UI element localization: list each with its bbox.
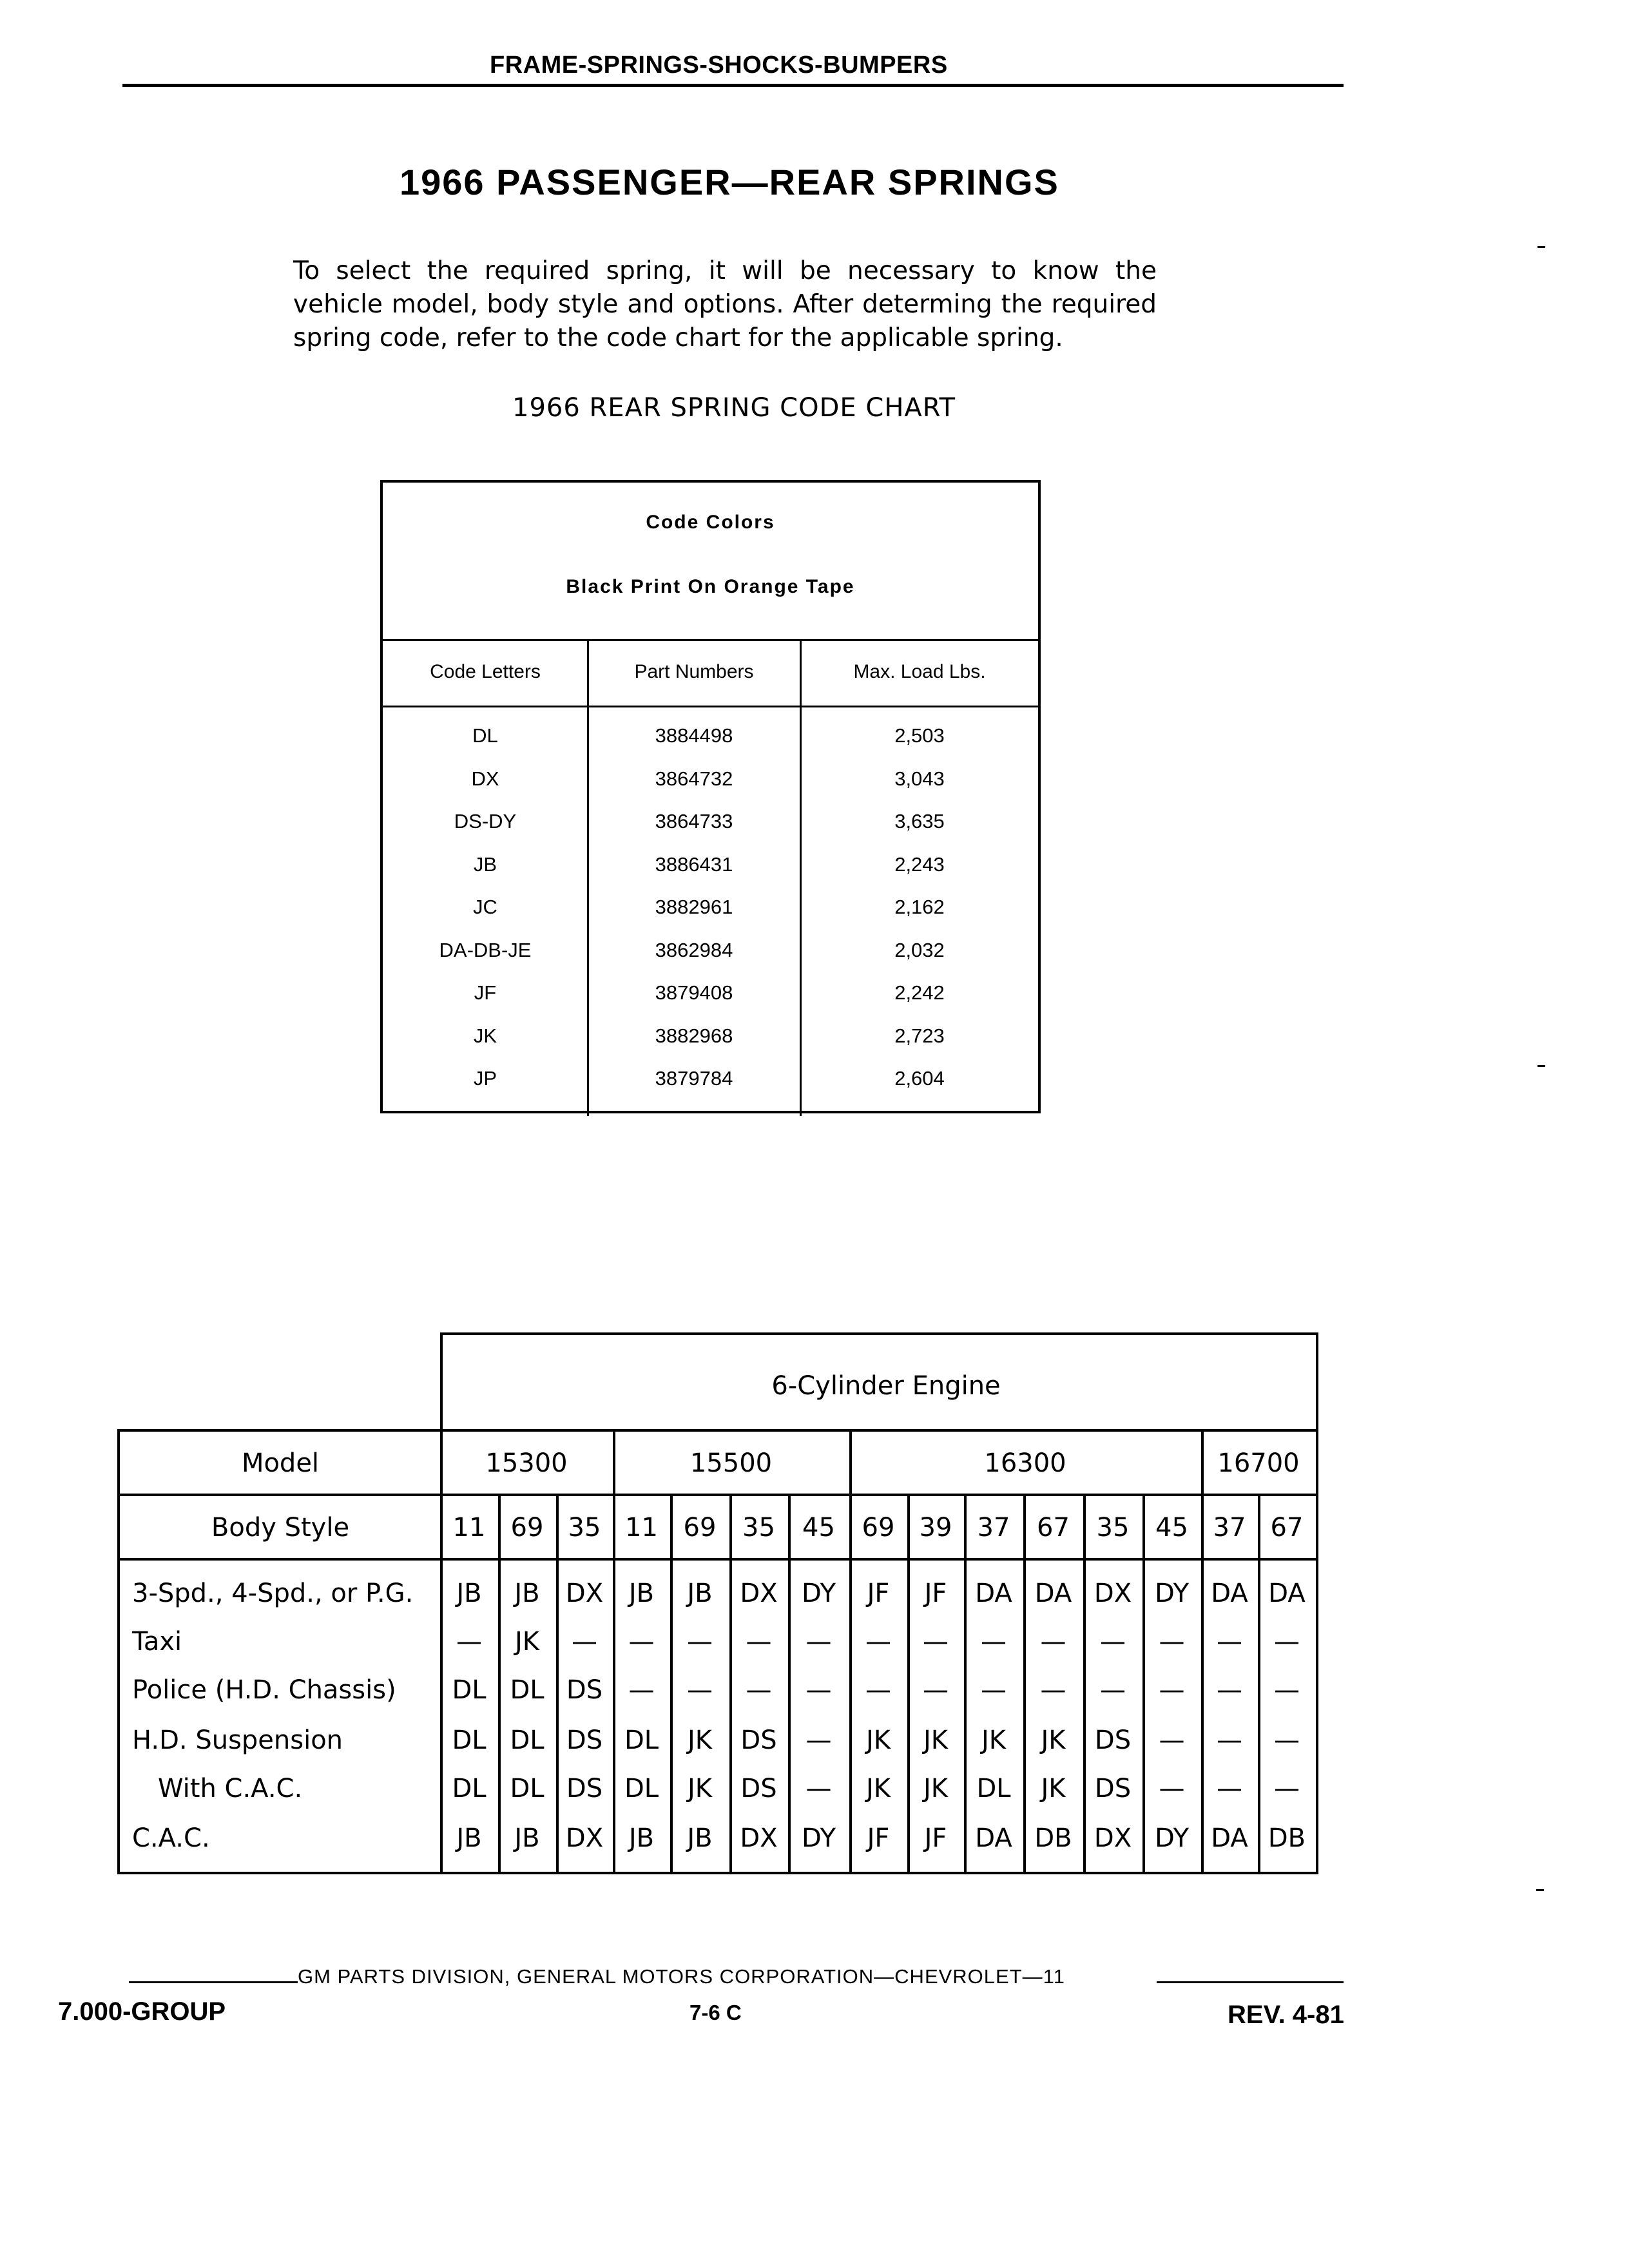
section-header: FRAME-SPRINGS-SHOCKS-BUMPERS	[490, 52, 948, 79]
max-load-cell: 3,635	[894, 810, 945, 832]
spring-code-cell: DL	[452, 1774, 487, 1803]
spring-code-cell: JK	[687, 1774, 713, 1803]
body-style-code: 11	[625, 1513, 658, 1542]
code-letter-cell: JP	[473, 1067, 497, 1090]
column-header-max-load: Max. Load Lbs.	[853, 661, 986, 682]
spring-code-cell: —	[1217, 1725, 1242, 1755]
body-style-code: 39	[919, 1513, 952, 1542]
footer-page-number: 7-6 C	[689, 2001, 742, 2024]
max-load-cell: 2,162	[894, 896, 945, 918]
spring-code-cell: DL	[452, 1675, 487, 1705]
body-style-code: 45	[802, 1513, 835, 1542]
margin-mark	[1537, 246, 1545, 248]
spring-code-cell: JB	[687, 1823, 713, 1853]
spring-code-cell: DS	[740, 1725, 777, 1755]
code-letter-cell: DS-DY	[454, 810, 517, 832]
spring-code-cell: —	[1217, 1774, 1242, 1803]
spring-code-cell: DS	[1094, 1725, 1132, 1755]
spring-code-cell: DA	[975, 1823, 1012, 1853]
max-load-cell: 2,242	[894, 981, 945, 1004]
part-number-cell: 3862984	[655, 938, 733, 961]
spring-code-cell: DY	[1154, 1823, 1190, 1853]
spring-code-cell: —	[1040, 1675, 1066, 1705]
spring-code-cell: —	[456, 1627, 482, 1657]
margin-mark	[1537, 1065, 1545, 1067]
spring-code-cell: JK	[1041, 1774, 1066, 1803]
spring-code-cell: DS	[566, 1725, 603, 1755]
body-style-code: 69	[683, 1513, 717, 1542]
spring-code-cell: DX	[565, 1579, 604, 1608]
spring-code-cell: DA	[975, 1579, 1012, 1608]
code-letter-cell: DL	[472, 724, 498, 747]
part-number-cell: 3879408	[655, 981, 733, 1004]
option-label: Police (H.D. Chassis)	[132, 1675, 396, 1705]
engine-heading: 6-Cylinder Engine	[771, 1371, 1001, 1401]
table-border	[440, 1332, 1318, 1335]
tape-heading: Black Print On Orange Tape	[566, 576, 855, 597]
spring-code-cell: JK	[687, 1725, 713, 1755]
spring-code-cell: —	[1274, 1627, 1300, 1657]
spring-code-cell: DY	[801, 1579, 836, 1608]
spring-code-cell: DA	[1034, 1579, 1072, 1608]
model-number: 15300	[485, 1448, 568, 1478]
spring-code-cell: JB	[456, 1823, 482, 1853]
part-number-cell: 3886431	[655, 852, 733, 876]
table-border	[117, 1429, 1318, 1432]
spring-code-cell: —	[1217, 1627, 1242, 1657]
part-number-cell: 3864732	[655, 767, 733, 790]
model-number: 16300	[984, 1448, 1066, 1478]
footer-revision: REV. 4-81	[1228, 2001, 1344, 2029]
spring-code-cell: JK	[514, 1627, 540, 1657]
table-border	[117, 1872, 1318, 1874]
option-label: With C.A.C.	[158, 1774, 303, 1803]
spring-code-cell: DA	[1211, 1823, 1248, 1853]
spring-code-cell: DL	[510, 1725, 545, 1755]
body-style-code: 37	[1213, 1513, 1246, 1542]
max-load-cell: 2,604	[894, 1067, 945, 1090]
model-label: Model	[241, 1448, 320, 1478]
spring-code-cell: —	[628, 1627, 655, 1657]
spring-code-cell: —	[805, 1725, 832, 1755]
code-letter-cell: JB	[473, 852, 497, 876]
spring-code-cell: DS	[1094, 1774, 1132, 1803]
spring-code-cell: DS	[566, 1774, 603, 1803]
table-border	[117, 1558, 1318, 1561]
spring-code-cell: —	[1100, 1627, 1126, 1657]
spring-code-cell: DB	[1268, 1823, 1306, 1853]
footer-group: 7.000-GROUP	[58, 1997, 226, 2026]
spring-code-cell: —	[1274, 1675, 1300, 1705]
column-header-part-numbers: Part Numbers	[634, 661, 754, 682]
spring-code-cell: JF	[867, 1823, 890, 1853]
spring-code-cell: JB	[456, 1579, 482, 1608]
body-style-label: Body Style	[211, 1513, 350, 1542]
code-letter-cell: DA-DB-JE	[439, 938, 532, 961]
spring-code-cell: —	[1159, 1725, 1185, 1755]
spring-code-cell: DL	[624, 1774, 659, 1803]
spring-code-cell: JK	[865, 1725, 891, 1755]
spring-code-cell: —	[687, 1675, 713, 1705]
spring-code-cell: —	[805, 1675, 832, 1705]
spring-code-cell: JF	[924, 1579, 947, 1608]
max-load-cell: 2,243	[894, 852, 945, 876]
model-number: 15500	[689, 1448, 773, 1478]
spring-code-cell: JK	[981, 1725, 1007, 1755]
body-style-code: 67	[1037, 1513, 1070, 1542]
spring-code-cell: —	[1040, 1627, 1066, 1657]
code-letter-cell: JF	[474, 981, 497, 1004]
spring-code-cell: JB	[628, 1579, 655, 1608]
footer-rule-left	[129, 1981, 298, 1983]
spring-code-cell: JF	[867, 1579, 890, 1608]
spring-code-cell: DS	[566, 1675, 603, 1705]
spring-code-cell: DL	[976, 1774, 1011, 1803]
spring-code-cell: —	[923, 1675, 949, 1705]
body-style-code: 35	[568, 1513, 601, 1542]
spring-code-cell: —	[1159, 1675, 1185, 1705]
code-colors-heading: Code Colors	[646, 512, 775, 533]
spring-code-cell: —	[865, 1675, 891, 1705]
max-load-cell: 3,043	[894, 767, 945, 790]
spring-code-cell: DX	[1094, 1579, 1132, 1608]
body-style-code: 37	[977, 1513, 1010, 1542]
body-style-code: 69	[862, 1513, 895, 1542]
spring-code-cell: —	[1159, 1627, 1185, 1657]
max-load-cell: 2,503	[894, 724, 945, 747]
spring-code-cell: DL	[452, 1725, 487, 1755]
spring-code-cell: JB	[628, 1823, 655, 1853]
option-label: C.A.C.	[132, 1823, 210, 1853]
body-style-code: 35	[742, 1513, 775, 1542]
table-border	[1316, 1332, 1318, 1874]
spring-code-cell: DY	[1154, 1579, 1190, 1608]
spring-code-cell: —	[981, 1627, 1007, 1657]
spring-code-cell: —	[1274, 1774, 1300, 1803]
spring-code-cell: —	[805, 1627, 832, 1657]
max-load-cell: 2,032	[894, 938, 945, 961]
spring-code-cell: JB	[514, 1823, 540, 1853]
option-label: H.D. Suspension	[132, 1725, 343, 1755]
spring-code-cell: JK	[923, 1774, 949, 1803]
spring-code-cell: —	[1217, 1675, 1242, 1705]
spring-code-cell: JK	[1041, 1725, 1066, 1755]
body-style-code: 11	[452, 1513, 486, 1542]
spring-code-cell: DB	[1034, 1823, 1072, 1853]
spring-code-cell: JB	[687, 1579, 713, 1608]
code-letter-cell: JK	[473, 1024, 497, 1047]
code-letter-cell: JC	[473, 896, 497, 918]
spring-code-cell: —	[572, 1627, 597, 1657]
spring-code-cell: —	[865, 1627, 891, 1657]
spring-code-cell: JK	[923, 1725, 949, 1755]
spring-code-cell: DX	[740, 1823, 778, 1853]
spring-code-cell: —	[746, 1675, 772, 1705]
option-label: 3-Spd., 4-Spd., or P.G.	[132, 1579, 414, 1608]
spring-code-cell: —	[805, 1774, 832, 1803]
spring-code-cell: JF	[924, 1823, 947, 1853]
part-number-cell: 3884498	[655, 724, 733, 747]
spring-code-cell: DS	[740, 1774, 777, 1803]
spring-code-cell: —	[746, 1627, 772, 1657]
part-number-cell: 3879784	[655, 1067, 733, 1090]
body-style-code: 67	[1270, 1513, 1304, 1542]
spring-code-cell: DL	[624, 1725, 659, 1755]
footer-division: GM PARTS DIVISION, GENERAL MOTORS CORPORATION—CHEVROLET—11	[298, 1965, 1065, 1988]
spring-code-cell: DY	[801, 1823, 836, 1853]
spring-code-cell: DX	[565, 1823, 604, 1853]
spring-code-cell: DX	[740, 1579, 778, 1608]
intro-paragraph: To select the required spring, it will be necessary to know the vehicle model, body style and options. After determing the required spring code, refer to the code chart for the applicable spring.	[293, 256, 1157, 352]
margin-mark	[1536, 1889, 1544, 1891]
option-label: Taxi	[132, 1627, 182, 1657]
part-number-cell: 3864733	[655, 810, 733, 832]
spring-code-cell: JB	[514, 1579, 540, 1608]
part-number-cell: 3882968	[655, 1024, 733, 1047]
body-style-code: 69	[510, 1513, 544, 1542]
part-number-cell: 3882961	[655, 896, 733, 918]
spring-code-cell: —	[981, 1675, 1007, 1705]
spring-code-cell: —	[1274, 1725, 1300, 1755]
spring-code-cell: DA	[1268, 1579, 1306, 1608]
model-number: 16700	[1217, 1448, 1300, 1478]
spring-code-cell: —	[1159, 1774, 1185, 1803]
spring-code-cell: —	[687, 1627, 713, 1657]
body-style-code: 45	[1155, 1513, 1188, 1542]
max-load-cell: 2,723	[894, 1024, 945, 1047]
spring-code-cell: JK	[865, 1774, 891, 1803]
body-style-code: 35	[1096, 1513, 1130, 1542]
spring-code-cell: DL	[510, 1675, 545, 1705]
spring-code-cell: DA	[1211, 1579, 1248, 1608]
spring-code-cell: DL	[510, 1774, 545, 1803]
code-letter-cell: DX	[471, 767, 499, 790]
spring-code-cell: —	[628, 1675, 655, 1705]
chart-title: 1966 REAR SPRING CODE CHART	[512, 393, 956, 423]
spring-code-cell: —	[923, 1627, 949, 1657]
table-border	[117, 1494, 1318, 1496]
page-title: 1966 PASSENGER—REAR SPRINGS	[400, 162, 1059, 202]
spring-code-cell: —	[1100, 1675, 1126, 1705]
spring-code-cell: DX	[1094, 1823, 1132, 1853]
column-header-code-letters: Code Letters	[430, 661, 541, 682]
footer-rule-right	[1157, 1981, 1344, 1983]
table-border	[117, 1429, 120, 1874]
